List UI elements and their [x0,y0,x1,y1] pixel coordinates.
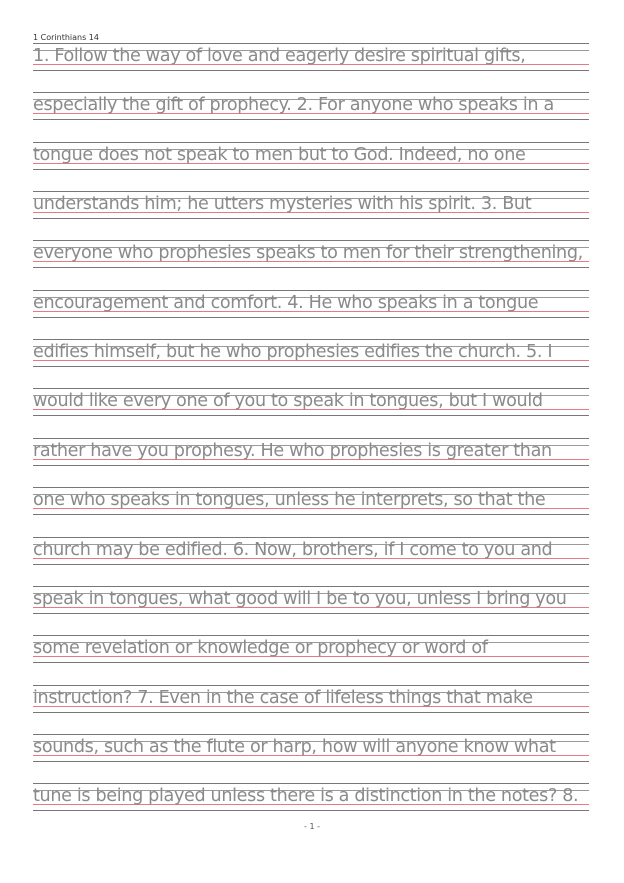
guide-rule [33,191,589,192]
guide-rule [33,514,589,515]
guide-rule [33,487,589,488]
guide-rule [33,240,589,241]
practice-row [33,537,589,586]
tracing-text-line: 1. Follow the way of love and eagerly desire spiritual gifts, [33,46,526,66]
guide-rule [33,635,589,636]
tracing-text-line: tongue does not speak to men but to God. Indeed, no one [33,144,526,165]
tracing-text-line: sounds, such as the flute or harp, how will anyone know what [33,736,556,757]
practice-row [33,339,589,388]
tracing-text-line: speak in tongues, what good will I be to you, unless I bring you [33,588,567,609]
practice-row [33,92,589,141]
practice-row [33,586,589,635]
guide-rule [33,662,589,663]
guide-rule [33,783,589,784]
tracing-text-line: understands him; he utters mysteries with his spirit. 3. But [33,194,532,215]
guide-rule [33,119,589,120]
guide-rule [33,415,589,416]
guide-rule [33,388,589,389]
practice-row [33,191,589,240]
tracing-text-line: church may be edified. 6. Now, brothers, if I come to you and [33,539,553,560]
tracing-text-line: rather have you prophesy. He who prophesies is greater than [33,440,552,461]
guide-rule [33,317,589,318]
guide-rule [33,290,589,291]
guide-rule [33,142,589,143]
tracing-text-line: encouragement and comfort. 4. He who speaks in a tongue [33,292,539,313]
guide-rule [33,734,589,735]
guide-rule [33,810,589,811]
guide-rule [33,169,589,170]
practice-row [33,635,589,684]
guide-rule [33,92,589,93]
page-number: - 1 - [304,822,320,831]
guide-rule [33,339,589,340]
guide-rule [33,564,589,565]
practice-row [33,240,589,289]
practice-row [33,685,589,734]
practice-row [33,734,589,783]
guide-rule [33,366,589,367]
practice-row [33,43,589,92]
guide-rule [33,438,589,439]
guide-rule [33,712,589,713]
tracing-text-line: edifies himself, but he who prophesies edifies the church. 5. I [33,342,553,363]
tracing-text-line: some revelation or knowledge or prophecy or word of [33,638,488,659]
tracing-text-line: instruction? 7. Even in the case of lifeless things that make [33,687,533,708]
tracing-text-line: everyone who prophesies speaks to men for their strengthening, [33,243,583,264]
guide-rule [33,43,589,44]
guide-rule [33,465,589,466]
page-header-label: 1 Corinthians 14 [33,33,99,42]
tracing-text-line: one who speaks in tongues, unless he interprets, so that the [33,490,546,511]
practice-row [33,487,589,536]
guide-rule [33,70,589,71]
practice-row [33,290,589,339]
guide-rule [33,537,589,538]
guide-rule [33,586,589,587]
practice-row [33,438,589,487]
guide-rule [33,218,589,219]
tracing-text-line: tune is being played unless there is a distinction in the notes? 8. [33,786,579,807]
guide-rule [33,685,589,686]
practice-row [33,142,589,191]
guide-rule [33,761,589,762]
practice-row [33,388,589,437]
tracing-text-line: would like every one of you to speak in tongues, but I would [33,391,543,412]
tracing-text-line: especially the gift of prophecy. 2. For anyone who speaks in a [33,95,554,116]
guide-rule [33,267,589,268]
guide-rule [33,613,589,614]
